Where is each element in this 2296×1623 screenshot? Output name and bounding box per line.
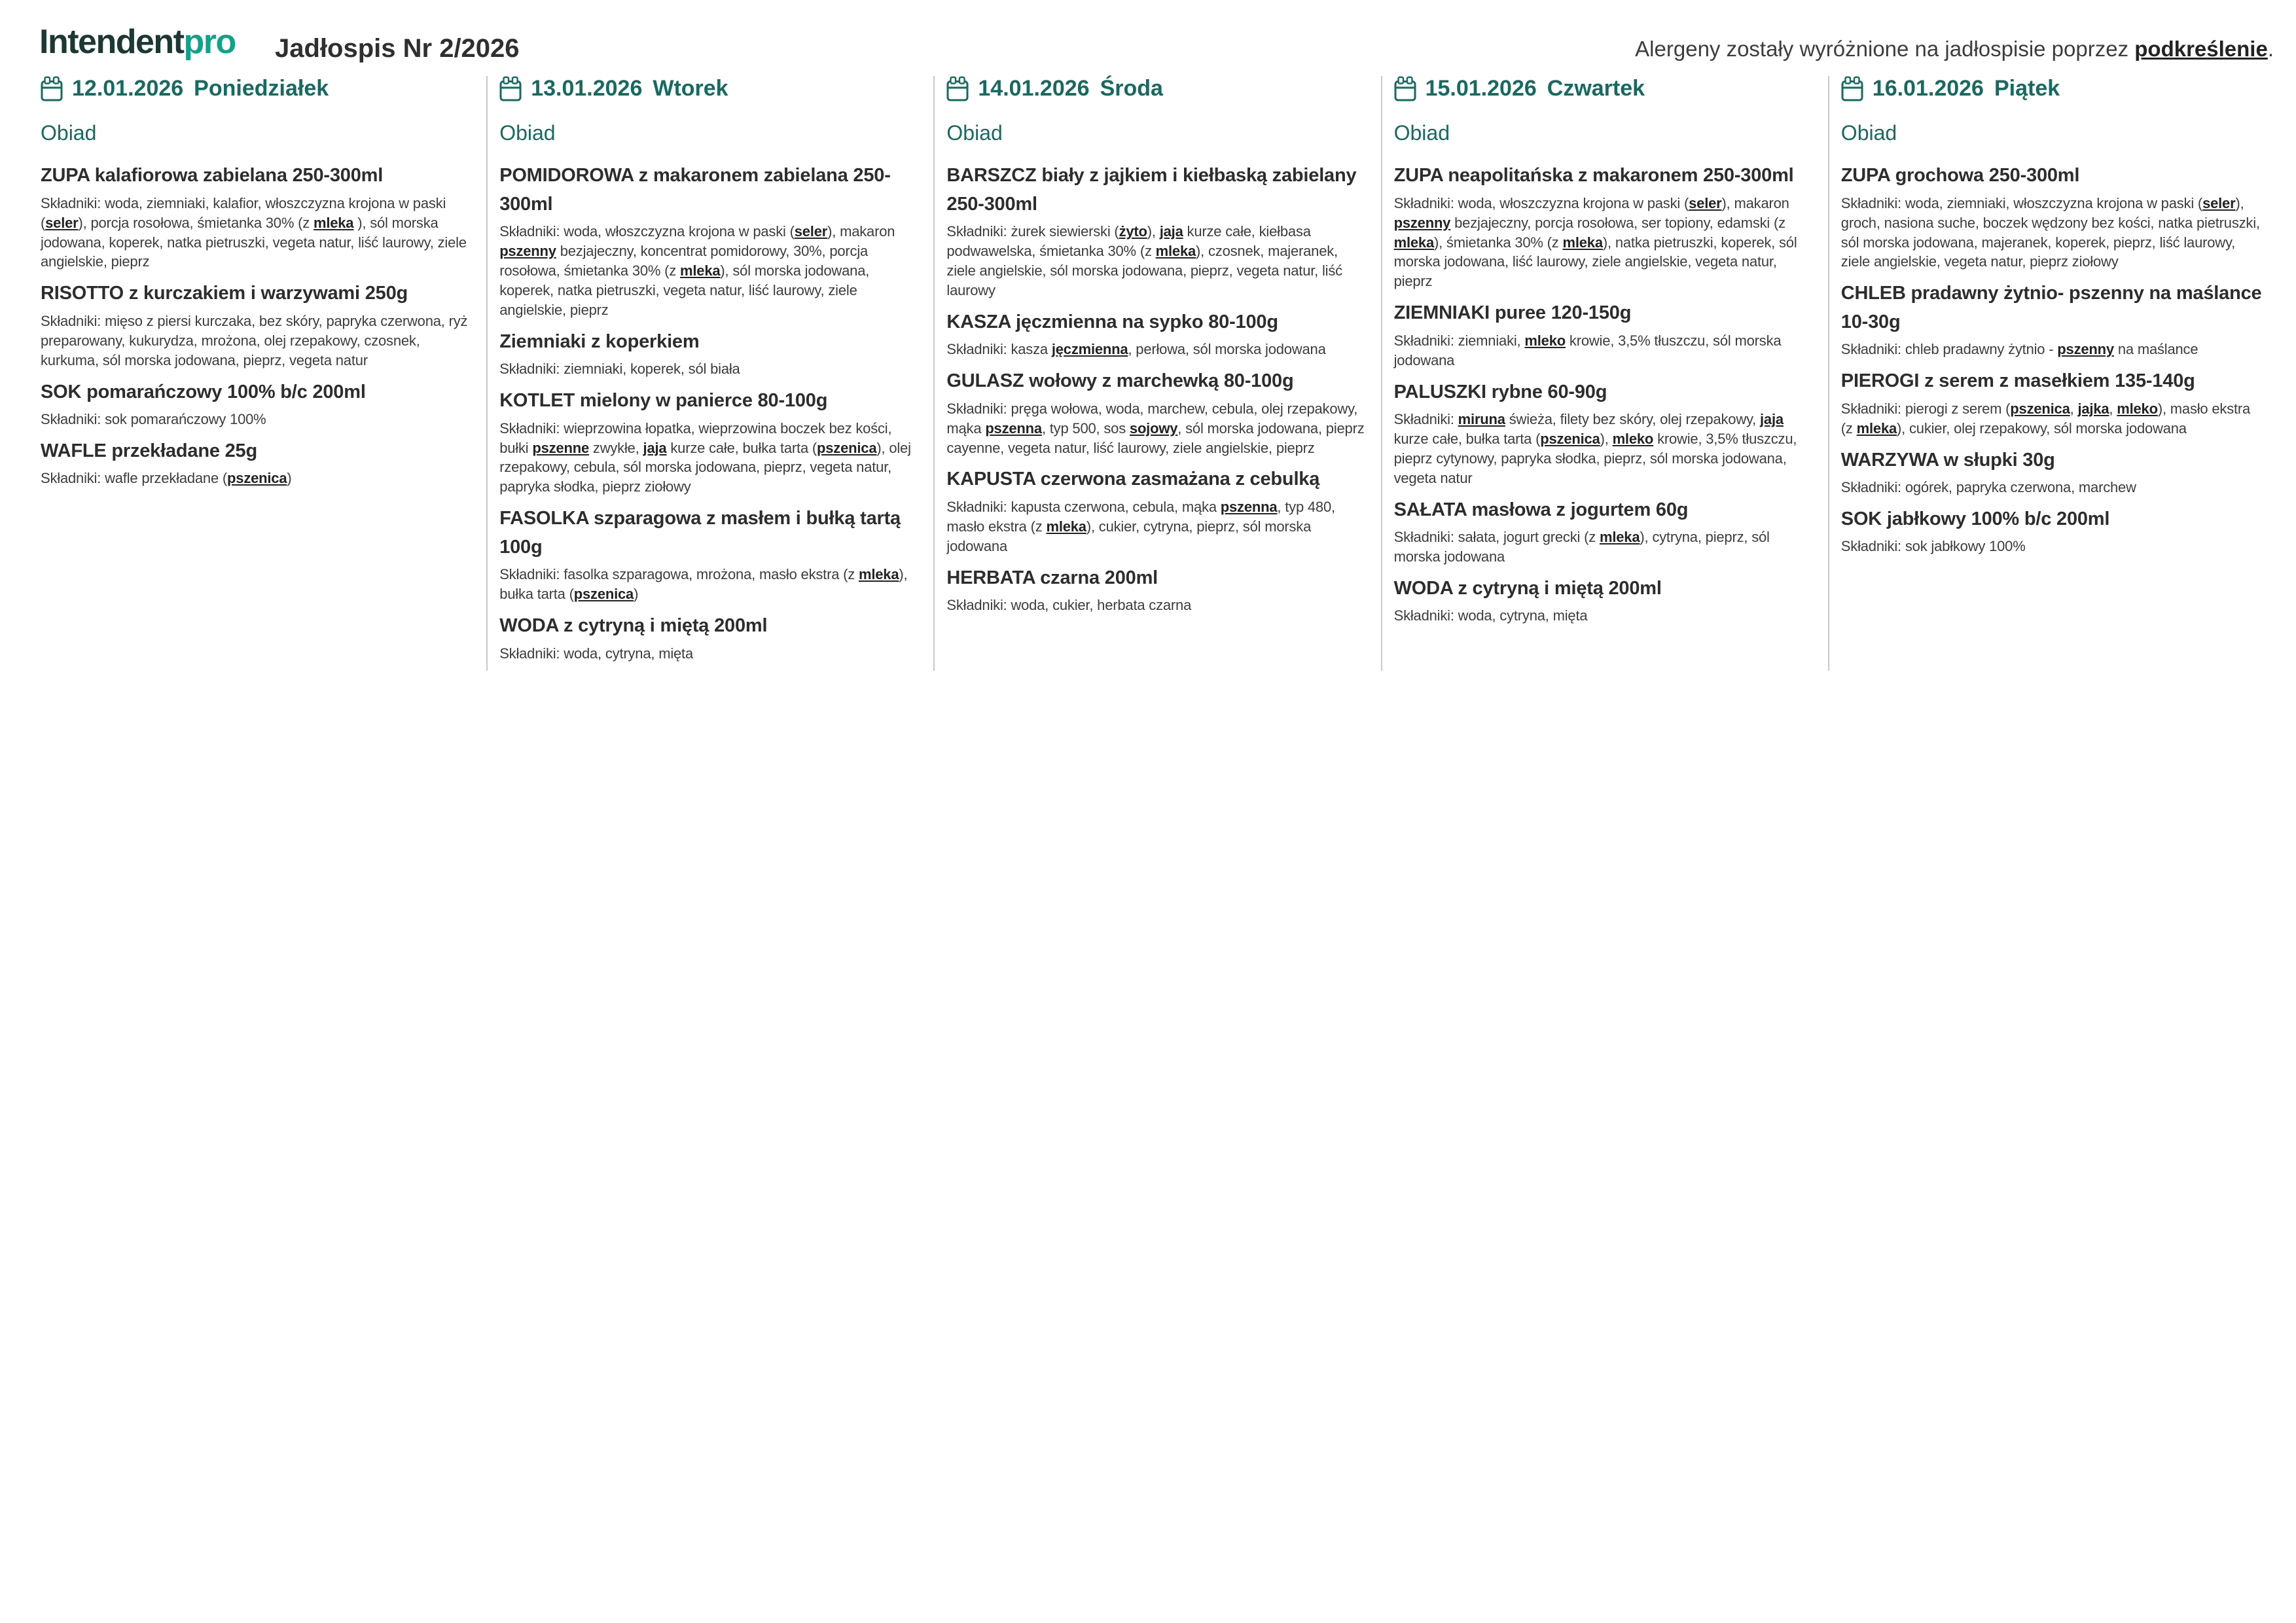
allergen-ingredient: seler <box>2202 194 2236 211</box>
page-title: Jadłospis Nr 2/2026 <box>275 34 520 63</box>
dish <box>1394 299 1816 370</box>
day-column <box>488 76 935 671</box>
dish <box>499 387 922 497</box>
day-date: 13.01.2026 <box>531 76 643 101</box>
allergen-ingredient: sojowy <box>1129 419 1178 437</box>
dish-ingredients <box>41 194 475 272</box>
allergen-ingredient: seler <box>45 214 79 231</box>
dish-ingredients <box>41 410 475 429</box>
day-column <box>1382 76 1829 671</box>
ingredient-text: ), czosnek, majeranek, ziele angielskie, sól morska jodowana, pieprz, vegeta natur, liść laurowy <box>946 243 1342 298</box>
dish <box>41 279 475 370</box>
ingredient-text: Składniki: ogórek, papryka czerwona, marchew <box>1840 479 2136 496</box>
dish-list <box>946 162 1369 615</box>
dish-ingredients <box>946 222 1369 300</box>
dish-name: ZUPA grochowa 250-300ml <box>1840 165 2080 187</box>
ingredient-text: ) <box>634 586 639 603</box>
dish-name: WODA z cytryną i miętą 200ml <box>499 615 768 637</box>
dish-name: WARZYWA w słupki 30g <box>1840 449 2055 471</box>
day-header <box>1841 76 2265 102</box>
allergen-ingredient: pszenica <box>227 470 287 487</box>
ingredient-text: , perłowa, sól morska jodowana <box>1128 341 1326 358</box>
ingredient-text: , typ 480, masło ekstra (z <box>946 498 1335 535</box>
dish-ingredients <box>499 359 922 379</box>
allergen-ingredient: pszenny <box>1393 214 1451 231</box>
ingredient-text: ), <box>1147 223 1160 240</box>
dish <box>1394 575 1816 626</box>
dish <box>946 367 1369 457</box>
dish-ingredients <box>1394 527 1816 567</box>
meal-label: Obiad <box>499 121 556 145</box>
dish <box>1841 367 2265 438</box>
allergen-ingredient: mleka <box>859 566 899 583</box>
ingredient-text: Składniki: sok pomarańczowy 100% <box>41 411 266 428</box>
allergen-ingredient: mleka <box>1599 529 1640 546</box>
ingredient-text: Składniki: woda, ziemniaki, włoszczyzna krojona w paski ( <box>1840 194 2203 211</box>
ingredient-text: Składniki: woda, cukier, herbata czarna <box>946 597 1192 614</box>
calendar-icon <box>1841 76 1863 102</box>
dish-ingredients <box>1394 331 1816 370</box>
intendentpro-logo <box>39 25 236 59</box>
meal-label: Obiad <box>1393 121 1450 145</box>
allergen-ingredient: mleko <box>1612 430 1654 447</box>
dish-name: WODA z cytryną i miętą 200ml <box>1393 577 1662 599</box>
day-header <box>41 76 475 102</box>
ingredient-text: Składniki: żurek siewierski ( <box>946 223 1119 240</box>
ingredient-text: Składniki: fasolka szparagowa, mrożona, masło ekstra (z <box>499 566 859 583</box>
calendar-icon <box>499 76 522 102</box>
ingredient-text: ), śmietanka 30% (z <box>1433 234 1563 251</box>
allergen-ingredient: mleka <box>1393 234 1434 251</box>
dish <box>946 308 1369 359</box>
days-grid <box>41 76 2276 671</box>
dish <box>1841 279 2265 359</box>
allergen-ingredient: pszenny <box>2057 341 2114 358</box>
dish <box>1841 505 2265 556</box>
ingredient-text: ), sól morska jodowana, koperek, natka pietruszki, vegeta natur, liść laurowy, ziele angielskie, pieprz <box>41 214 467 270</box>
ingredient-text: ), groch, nasiona suche, boczek wędzony bez kości, natka pietruszki, sól morska jodowana, majeranek, koperek, pieprz, liść laurowy, ziele angielskie, vegeta natur, pieprz ziołowy <box>1840 194 2260 270</box>
day-weekday: Poniedziałek <box>194 76 329 101</box>
dish-name: SOK pomarańczowy 100% b/c 200ml <box>41 381 366 402</box>
day-weekday: Środa <box>1100 76 1163 101</box>
meal-label: Obiad <box>1840 121 1897 145</box>
allergen-ingredient: mleka <box>1562 234 1603 251</box>
allergen-ingredient: jaja <box>643 439 667 456</box>
ingredient-text: Składniki: pierogi z serem ( <box>1840 400 2011 417</box>
dish-name: ZUPA neapolitańska z makaronem 250-300ml <box>1393 165 1794 187</box>
ingredient-text: , typ 500, sos <box>1041 419 1130 437</box>
day-column <box>1829 76 2276 671</box>
ingredient-text: Składniki: ziemniaki, <box>1393 332 1525 349</box>
allergen-ingredient: pszenica <box>573 586 634 603</box>
dish-ingredients <box>946 596 1369 615</box>
dish-ingredients <box>499 222 922 320</box>
dish-ingredients <box>1841 537 2265 556</box>
calendar-icon <box>946 76 969 102</box>
allergen-ingredient: jaja <box>1159 223 1183 240</box>
calendar-icon <box>41 76 63 102</box>
dish-list <box>1394 162 1816 626</box>
ingredient-text: Składniki: mięso z piersi kurczaka, bez skóry, papryka czerwona, ryż preparowany, kukurydza, mrożona, olej rzepakowy, czosnek, kurkuma, sól morska jodowana, pieprz, vegeta natur <box>41 312 468 368</box>
ingredient-text: ), cukier, cytryna, pieprz, sól morska jodowana <box>946 518 1312 554</box>
dish-ingredients <box>1841 478 2265 497</box>
ingredient-text: Składniki: woda, włoszczyzna krojona w paski ( <box>1393 194 1689 211</box>
allergen-ingredient: pszenne <box>532 439 589 456</box>
ingredient-text: ), sól morska jodowana, koperek, natka pietruszki, vegeta natur, liść laurowy, ziele angielskie, pieprz <box>499 262 870 318</box>
ingredient-text: Składniki: woda, cytryna, mięta <box>499 645 694 662</box>
dish-name: SOK jabłkowy 100% b/c 200ml <box>1840 508 2110 529</box>
dish-ingredients <box>946 497 1369 556</box>
allergen-ingredient: jajka <box>2077 400 2109 417</box>
ingredient-text: , sól morska jodowana, pieprz cayenne, vegeta natur, liść laurowy, ziele angielskie, pieprz <box>946 419 1365 456</box>
dish-name: ZIEMNIAKI puree 120-150g <box>1393 302 1632 324</box>
ingredient-text: zwykłe, <box>588 439 643 456</box>
day-weekday: Piątek <box>1994 76 2060 101</box>
ingredient-text: kurze całe, bułka tarta ( <box>666 439 817 456</box>
dish-ingredients <box>41 469 475 488</box>
dish <box>946 162 1369 300</box>
allergen-ingredient: seler <box>1689 194 1722 211</box>
allergen-ingredient: jaja <box>1760 411 1784 428</box>
ingredient-text: ), cukier, olej rzepakowy, sól morska jodowana <box>1897 419 2187 437</box>
dish-name: ZUPA kalafiorowa zabielana 250-300ml <box>41 165 384 187</box>
ingredient-text: ) <box>287 470 292 487</box>
dish-name: KASZA jęczmienna na sypko 80-100g <box>946 311 1278 332</box>
allergen-note-highlight: podkreślenie <box>2134 37 2268 61</box>
ingredient-text: kurze całe, kiełbasa podwawelska, śmietanka 30% (z <box>946 223 1311 260</box>
ingredient-text: Składniki: kapusta czerwona, cebula, mąka <box>946 498 1221 515</box>
dish-list <box>499 162 922 663</box>
allergen-ingredient: miruna <box>1458 411 1505 428</box>
dish-ingredients <box>41 312 475 370</box>
ingredient-text: Składniki: woda, cytryna, mięta <box>1393 607 1588 624</box>
allergen-ingredient: seler <box>794 223 828 240</box>
allergen-ingredient: mleko <box>2117 400 2158 417</box>
ingredient-text: Składniki: chleb pradawny żytnio - <box>1840 341 2058 358</box>
ingredient-text: bezjajeczny, koncentrat pomidorowy, 30%, porcja rosołowa, śmietanka 30% (z <box>499 243 869 279</box>
day-header <box>946 76 1369 102</box>
allergen-ingredient: mleko <box>1524 332 1566 349</box>
dish-ingredients <box>1841 340 2265 359</box>
dish-name: GULASZ wołowy z marchewką 80-100g <box>946 370 1294 392</box>
logo-text-pro: pro <box>183 23 236 61</box>
ingredient-text: ), olej rzepakowy, cebula, sól morska jodowana, pieprz, vegeta natur, papryka słodka, pieprz ziołowy <box>499 439 911 495</box>
ingredient-text: , <box>2070 400 2078 417</box>
ingredient-text: Składniki: pręga wołowa, woda, marchew, cebula, olej rzepakowy, mąka <box>946 400 1358 437</box>
ingredient-text: ), cytryna, pieprz, sól morska jodowana <box>1393 529 1770 565</box>
dish-name: Ziemniaki z koperkiem <box>499 330 700 352</box>
dish <box>1394 378 1816 488</box>
dish-name: RISOTTO z kurczakiem i warzywami 250g <box>41 283 408 304</box>
allergen-ingredient: jęczmienna <box>1051 341 1128 358</box>
day-date: 14.01.2026 <box>978 76 1090 101</box>
dish <box>946 465 1369 556</box>
dish-name: CHLEB pradawny żytnio- pszenny na maślance 10-30g <box>1840 283 2262 332</box>
ingredient-text: , <box>2109 400 2117 417</box>
dish <box>1841 162 2265 272</box>
dish-name: FASOLKA szparagowa z masłem i bułką tartą 100g <box>499 508 901 558</box>
allergen-ingredient: pszenna <box>1220 498 1278 515</box>
dish-name: BARSZCZ biały z jajkiem i kiełbaską zabielany 250-300ml <box>946 165 1357 215</box>
dish-ingredients <box>1841 399 2265 438</box>
allergen-ingredient: pszenica <box>1540 430 1600 447</box>
day-date: 15.01.2026 <box>1425 76 1537 101</box>
dish <box>1394 162 1816 291</box>
allergen-ingredient: mleka <box>680 262 721 279</box>
ingredient-text: Składniki: ziemniaki, koperek, sól biała <box>499 361 740 378</box>
ingredient-text: ), masło ekstra (z <box>1840 400 2251 437</box>
day-weekday: Czwartek <box>1547 76 1645 101</box>
allergen-note-prefix: Alergeny zostały wyróżnione na jadłospisie poprzez <box>1635 37 2135 61</box>
ingredient-text: Składniki: sałata, jogurt grecki (z <box>1393 529 1600 546</box>
dish <box>499 505 922 604</box>
ingredient-text: Składniki: woda, włoszczyzna krojona w paski ( <box>499 223 795 240</box>
ingredient-text: Składniki: <box>1393 411 1458 428</box>
ingredient-text: bezjajeczny, porcja rosołowa, ser topiony, edamski (z <box>1450 214 1785 231</box>
allergen-ingredient: pszenna <box>985 419 1042 437</box>
dish-ingredients <box>946 399 1369 458</box>
dish-name: KOTLET mielony w panierce 80-100g <box>499 390 828 412</box>
ingredient-text: ), porcja rosołowa, śmietanka 30% (z <box>78 214 314 231</box>
allergen-note-suffix: . <box>2267 37 2274 61</box>
allergen-ingredient: pszenny <box>499 243 556 260</box>
dish-ingredients <box>1841 194 2265 272</box>
calendar-icon <box>1394 76 1416 102</box>
day-weekday: Wtorek <box>653 76 728 101</box>
day-date: 16.01.2026 <box>1872 76 1984 101</box>
allergen-note <box>1635 37 2274 62</box>
day-date: 12.01.2026 <box>72 76 184 101</box>
allergen-ingredient: pszenica <box>2010 400 2070 417</box>
logo-text-intendent: Intendent <box>39 23 184 61</box>
ingredient-text: świeża, filety bez skóry, olej rzepakowy, <box>1505 411 1761 428</box>
ingredient-text: Składniki: wafle przekładane ( <box>41 470 228 487</box>
dish-ingredients <box>1394 194 1816 292</box>
dish-name: PALUSZKI rybne 60-90g <box>1393 381 1607 402</box>
allergen-ingredient: mleka <box>1046 518 1086 535</box>
ingredient-text: ), makaron <box>1721 194 1789 211</box>
ingredient-text: Składniki: kasza <box>946 341 1052 358</box>
ingredient-text: ), makaron <box>827 223 895 240</box>
dish-ingredients <box>499 419 922 497</box>
day-header <box>499 76 922 102</box>
page-header <box>0 0 2296 73</box>
dish <box>946 564 1369 615</box>
ingredient-text: Składniki: woda, ziemniaki, kalafior, włoszczyzna krojona w paski ( <box>41 194 446 231</box>
dish-ingredients <box>946 340 1369 359</box>
ingredient-text: Składniki: wieprzowina łopatka, wieprzowina boczek bez kości, bułki <box>499 419 892 456</box>
ingredient-text: Składniki: sok jabłkowy 100% <box>1840 538 2026 555</box>
allergen-ingredient: pszenica <box>817 439 877 456</box>
dish <box>499 162 922 320</box>
day-column <box>41 76 488 671</box>
allergen-ingredient: mleka <box>1155 243 1196 260</box>
meal-label: Obiad <box>41 121 97 145</box>
day-header <box>1394 76 1816 102</box>
meal-label: Obiad <box>946 121 1003 145</box>
dish-ingredients <box>1394 410 1816 488</box>
dish <box>499 328 922 379</box>
dish-name: WAFLE przekładane 25g <box>41 440 257 461</box>
dish-ingredients <box>1394 606 1816 626</box>
ingredient-text: krowie, 3,5% tłuszczu, pieprz cytynowy, papryka słodka, pieprz, sól morska jodowana, vegeta natur <box>1393 430 1797 486</box>
dish-ingredients <box>499 644 922 664</box>
dish-name: POMIDOROWA z makaronem zabielana 250-300ml <box>499 165 891 215</box>
ingredient-text: ), <box>1600 430 1613 447</box>
dish <box>1841 446 2265 497</box>
ingredient-text: na maślance <box>2113 341 2198 358</box>
dish-list <box>41 162 475 488</box>
day-column <box>935 76 1382 671</box>
dish-ingredients <box>499 565 922 604</box>
dish-list <box>1841 162 2265 556</box>
dish-name: PIEROGI z serem z masełkiem 135-140g <box>1840 370 2195 392</box>
allergen-ingredient: mleka <box>313 214 354 231</box>
ingredient-text: ), bułka tarta ( <box>499 566 908 603</box>
allergen-ingredient: mleka <box>1856 419 1897 437</box>
dish <box>1394 496 1816 567</box>
dish <box>41 378 475 429</box>
ingredient-text: krowie, 3,5% tłuszczu, sól morska jodowana <box>1393 332 1782 368</box>
dish <box>41 437 475 488</box>
dish <box>41 162 475 272</box>
ingredient-text: ), natka pietruszki, koperek, sól morska jodowana, liść laurowy, ziele angielskie, vegeta natur, pieprz <box>1393 234 1797 290</box>
dish <box>499 612 922 663</box>
dish-name: HERBATA czarna 200ml <box>946 567 1158 588</box>
allergen-ingredient: żyto <box>1119 223 1147 240</box>
dish-name: SAŁATA masłowa z jogurtem 60g <box>1393 499 1689 520</box>
dish-name: KAPUSTA czerwona zasmażana z cebulką <box>946 469 1320 490</box>
ingredient-text: kurze całe, bułka tarta ( <box>1393 430 1541 447</box>
